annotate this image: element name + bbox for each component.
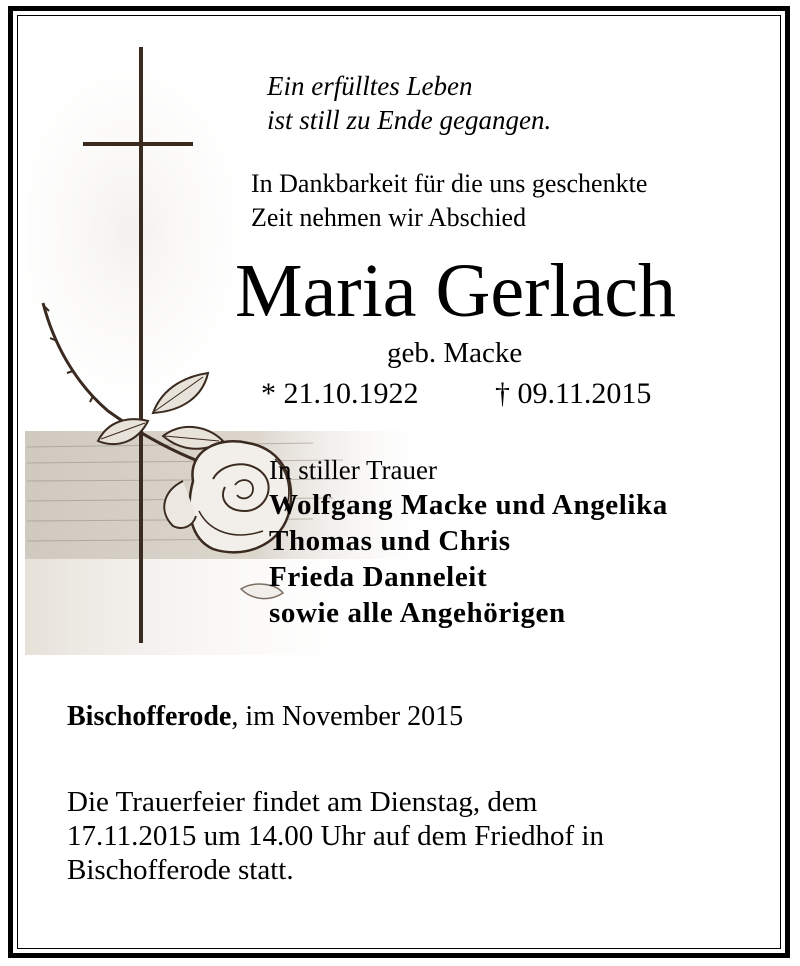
mourner-line: Wolfgang Macke und Angelika [269, 489, 668, 521]
birth-date: * 21.10.1922 [261, 377, 419, 410]
funeral-line-1: Die Trauerfeier findet am Dienstag, dem [67, 786, 538, 818]
funeral-line-2: 17.11.2015 um 14.00 Uhr auf dem Friedhof in [67, 820, 604, 852]
motto-line-1: Ein erfülltes Leben [267, 71, 473, 101]
funeral-line-3: Bischofferode statt. [67, 854, 294, 886]
intro-line-1: In Dankbarkeit für die uns geschenkte [251, 169, 648, 198]
obituary-frame [8, 6, 790, 958]
mourners-heading: In stiller Trauer [269, 455, 437, 485]
intro-line-2: Zeit nehmen wir Abschied [251, 203, 527, 232]
background-shade [25, 41, 285, 421]
motto-line-2: ist still zu Ende gegangen. [267, 105, 552, 135]
cross-horizontal-beam [83, 142, 193, 146]
mourner-line: sowie alle Angehörigen [269, 597, 566, 629]
cross-vertical-beam [139, 47, 143, 643]
place-date [67, 701, 463, 733]
place-town: Bischofferode [67, 701, 232, 732]
mourner-line: Thomas und Chris [269, 525, 511, 557]
mourner-line: Frieda Danneleit [269, 561, 488, 593]
death-date: † 09.11.2015 [495, 377, 652, 410]
funeral-info [67, 785, 727, 887]
deceased-name: Maria Gerlach [235, 249, 676, 333]
place-month: , im November 2015 [231, 701, 464, 732]
maiden-name: geb. Macke [387, 337, 523, 369]
